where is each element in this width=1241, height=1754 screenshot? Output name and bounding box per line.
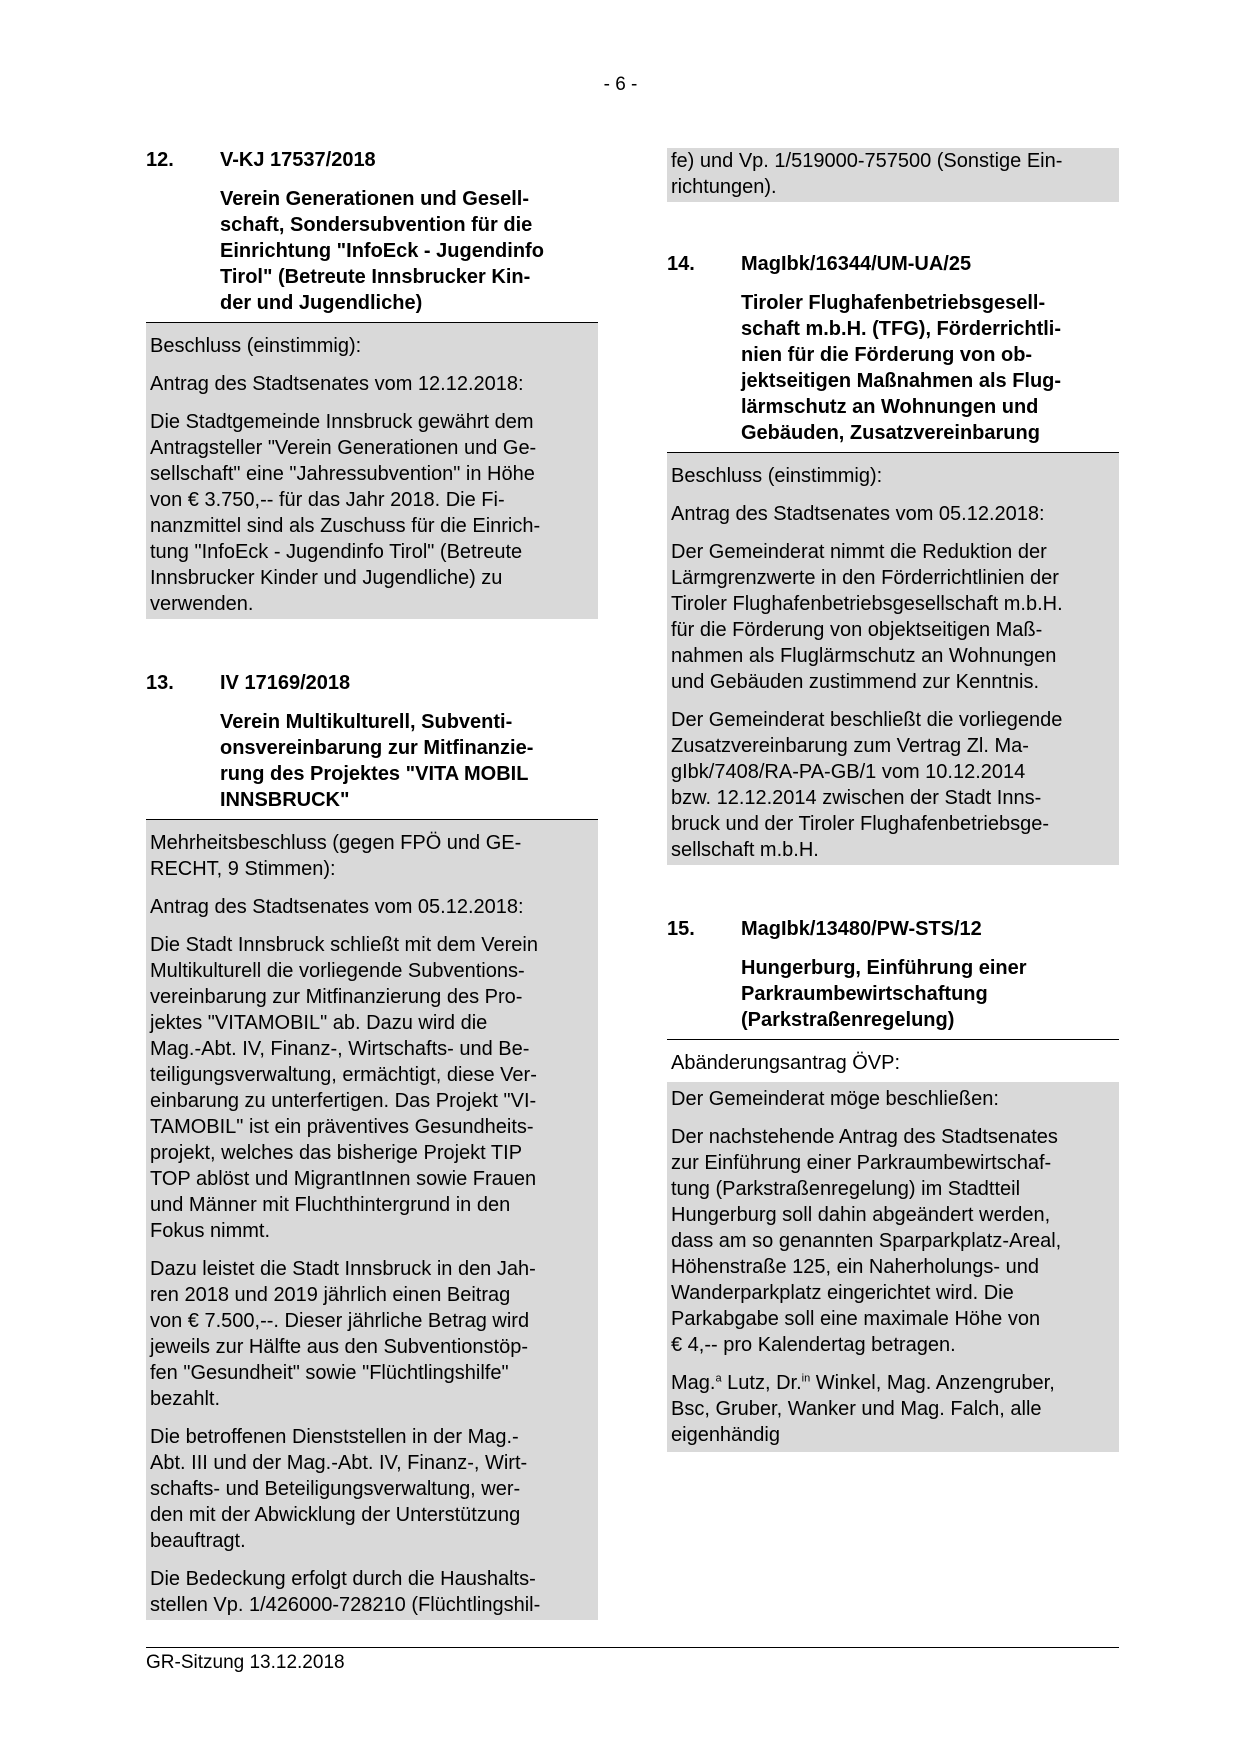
text-line: Die Bedeckung erfolgt durch die Haushalts- <box>150 1568 536 1590</box>
title-line: Einrichtung "InfoEck - Jugendinfo <box>220 240 544 262</box>
text-line: Antragsteller "Verein Generationen und Ge- <box>150 437 537 459</box>
text-line: bzw. 12.12.2014 zwischen der Stadt Inns- <box>671 787 1042 809</box>
text-line: Der nachstehende Antrag des Stadtsenates <box>671 1126 1058 1148</box>
right-column <box>667 148 1119 1452</box>
title-line: Parkraumbewirtschaftung <box>741 983 988 1005</box>
item-number: 14. <box>667 253 695 275</box>
amendment-block <box>667 1082 1119 1452</box>
agenda-item-15 <box>667 917 1119 1452</box>
amendment-text: Abänderungsantrag ÖVP: <box>671 1052 901 1074</box>
item-title <box>220 709 598 813</box>
left-column <box>146 148 598 1620</box>
item-number: 12. <box>146 149 174 171</box>
text-line: bruck und der Tiroler Flughafenbetriebsge- <box>671 813 1049 835</box>
text-line: Hungerburg soll dahin abgeändert werden, <box>671 1204 1051 1226</box>
item-title <box>741 290 1119 446</box>
item-code: V-KJ 17537/2018 <box>220 149 376 171</box>
text-line: ren 2018 und 2019 jährlich einen Beitrag <box>150 1284 511 1306</box>
motion-text: Antrag des Stadtsenates vom 12.12.2018: <box>150 373 524 395</box>
text-line: € 4,-- pro Kalendertag betragen. <box>671 1334 956 1356</box>
sig-text: Mag. <box>671 1372 716 1394</box>
body-paragraph <box>671 539 1115 695</box>
text-line: Lärmgrenzwerte in den Förderrichtlinien der <box>671 567 1059 589</box>
title-line: Gebäuden, Zusatzvereinbarung <box>741 422 1040 444</box>
title-line: onsvereinbarung zur Mitfinanzie- <box>220 737 534 759</box>
item-code: MagIbk/16344/UM-UA/25 <box>741 253 972 275</box>
agenda-item-12 <box>146 148 598 619</box>
text-line: von € 3.750,-- für das Jahr 2018. Die Fi- <box>150 489 505 511</box>
resolve-text: Der Gemeinderat möge beschließen: <box>671 1088 999 1110</box>
text-line: Mehrheitsbeschluss (gegen FPÖ und GE- <box>150 832 522 854</box>
signatures <box>671 1370 1115 1448</box>
text-line: vereinbarung zur Mitfinanzierung des Pro- <box>150 986 523 1008</box>
text-line: bezahlt. <box>150 1388 221 1410</box>
superscript: a <box>715 1372 722 1385</box>
body-paragraph <box>150 1566 594 1618</box>
text-line: RECHT, 9 Stimmen): <box>150 858 336 880</box>
title-line: schaft, Sondersubvention für die <box>220 214 533 236</box>
text-line: Dazu leistet die Stadt Innsbruck in den Jah- <box>150 1258 536 1280</box>
text-line: Abt. III und der Mag.-Abt. IV, Finanz-, Wirt- <box>150 1452 528 1474</box>
body-paragraph <box>150 409 594 617</box>
text-line: Multikulturell die vorliegende Subventions- <box>150 960 525 982</box>
text-line: Bsc, Gruber, Wanker und Mag. Falch, alle <box>671 1398 1042 1420</box>
footer-text: GR-Sitzung 13.12.2018 <box>146 1652 345 1673</box>
title-line: schaft m.b.H. (TFG), Förderrichtli- <box>741 318 1062 340</box>
title-line: (Parkstraßenregelung) <box>741 1009 955 1031</box>
text-line: Der Gemeinderat nimmt die Reduktion der <box>671 541 1047 563</box>
resolution-block <box>667 453 1119 865</box>
text-line: schafts- und Beteiligungsverwaltung, wer- <box>150 1478 521 1500</box>
text-line: tung (Parkstraßenregelung) im Stadtteil <box>671 1178 1021 1200</box>
title-line: lärmschutz an Wohnungen und <box>741 396 1039 418</box>
text-line: und Männer mit Fluchthintergrund in den <box>150 1194 511 1216</box>
text-line: nanzmittel sind als Zuschuss für die Einrich- <box>150 515 541 537</box>
text-line: TOP ablöst und MigrantInnen sowie Frauen <box>150 1168 537 1190</box>
text-line: Tiroler Flughafenbetriebsgesellschaft m.b.H. <box>671 593 1063 615</box>
text-line: Fokus nimmt. <box>150 1220 271 1242</box>
body-paragraph <box>150 932 594 1244</box>
text-line: tung "InfoEck - Jugendinfo Tirol" (Betreute <box>150 541 523 563</box>
item-title <box>741 955 1119 1033</box>
text-line: eigenhändig <box>671 1424 780 1446</box>
text-line: Die betroffenen Dienststellen in der Mag.- <box>150 1426 519 1448</box>
agenda-item-13 <box>146 671 598 1620</box>
title-line: INNSBRUCK" <box>220 789 350 811</box>
item-header <box>667 917 1119 941</box>
text-line: Die Stadt Innsbruck schließt mit dem Verein <box>150 934 538 956</box>
title-line: nien für die Förderung von ob- <box>741 344 1033 366</box>
body-paragraph <box>150 1256 594 1412</box>
motion-text: Antrag des Stadtsenates vom 05.12.2018: <box>671 503 1045 525</box>
item-title <box>220 186 598 316</box>
text-line: teiligungsverwaltung, ermächtigt, diese Ver- <box>150 1064 537 1086</box>
text-line: stellen Vp. 1/426000-728210 (Flüchtlingshil- <box>150 1594 541 1616</box>
text-line: gIbk/7408/RA-PA-GB/1 vom 10.12.2014 <box>671 761 1026 783</box>
text-line: Höhenstraße 125, ein Naherholungs- und <box>671 1256 1040 1278</box>
text-line: beauftragt. <box>150 1530 246 1552</box>
text-line <box>671 1370 1115 1396</box>
body-paragraph <box>671 1124 1115 1358</box>
text-line: den mit der Abwicklung der Unterstützung <box>150 1504 521 1526</box>
text-line: Innsbrucker Kinder und Jugendliche) zu <box>150 567 503 589</box>
text-line: jektes "VITAMOBIL" ab. Dazu wird die <box>150 1012 488 1034</box>
text-line: sellschaft" eine "Jahressubvention" in Höhe <box>150 463 535 485</box>
agenda-item-14 <box>667 252 1119 865</box>
text-line: Parkabgabe soll eine maximale Höhe von <box>671 1308 1041 1330</box>
resolution-block <box>146 820 598 1620</box>
item-header <box>667 252 1119 276</box>
text-line: verwenden. <box>150 593 254 615</box>
title-line: Verein Multikulturell, Subventi- <box>220 711 513 733</box>
text-line: jeweils zur Hälfte aus den Subventionstöp- <box>150 1336 528 1358</box>
sig-text: Winkel, Mag. Anzengruber, <box>810 1372 1055 1394</box>
superscript: in <box>801 1372 811 1385</box>
text-line: richtungen). <box>671 176 777 198</box>
text-line: Zusatzvereinbarung zum Vertrag Zl. Ma- <box>671 735 1029 757</box>
page-number: - 6 - <box>603 74 638 95</box>
text-line: Wanderparkplatz eingerichtet wird. Die <box>671 1282 1014 1304</box>
item-number: 13. <box>146 672 174 694</box>
item-number: 15. <box>667 918 695 940</box>
decision-text <box>150 830 594 882</box>
text-line: fen "Gesundheit" sowie "Flüchtlingshilfe" <box>150 1362 509 1384</box>
title-line: jektseitigen Maßnahmen als Flug- <box>741 370 1062 392</box>
text-line: Die Stadtgemeinde Innsbruck gewährt dem <box>150 411 534 433</box>
sig-text: Lutz, Dr. <box>721 1372 802 1394</box>
body-paragraph <box>671 707 1115 863</box>
footer-divider <box>146 1647 1119 1648</box>
text-line: dass am so genannten Sparparkplatz-Areal, <box>671 1230 1062 1252</box>
text-line: zur Einführung einer Parkraumbewirtschaf- <box>671 1152 1052 1174</box>
text-line: Mag.-Abt. IV, Finanz-, Wirtschafts- und Be- <box>150 1038 530 1060</box>
motion-text: Antrag des Stadtsenates vom 05.12.2018: <box>150 896 524 918</box>
resolution-block <box>146 323 598 619</box>
text-line: projekt, welches das bisherige Projekt TIP <box>150 1142 523 1164</box>
text-line: Der Gemeinderat beschließt die vorliegende <box>671 709 1063 731</box>
text-line: sellschaft m.b.H. <box>671 839 819 861</box>
title-line: der und Jugendliche) <box>220 292 423 314</box>
continuation-block <box>667 148 1119 202</box>
body-paragraph <box>150 1424 594 1554</box>
title-line: Tirol" (Betreute Innsbrucker Kin- <box>220 266 531 288</box>
title-line: Tiroler Flughafenbetriebsgesell- <box>741 292 1046 314</box>
text-line: und Gebäuden zustimmend zur Kenntnis. <box>671 671 1039 693</box>
text-line: TAMOBIL" ist ein präventives Gesundheits- <box>150 1116 534 1138</box>
text-line: von € 7.500,--. Dieser jährliche Betrag wird <box>150 1310 530 1332</box>
title-line: Hungerburg, Einführung einer <box>741 957 1027 979</box>
item-code: MagIbk/13480/PW-STS/12 <box>741 918 982 940</box>
item-header <box>146 671 598 695</box>
item-code: IV 17169/2018 <box>220 672 351 694</box>
title-line: Verein Generationen und Gesell- <box>220 188 529 210</box>
text-line: nahmen als Fluglärmschutz an Wohnungen <box>671 645 1057 667</box>
title-line: rung des Projektes "VITA MOBIL <box>220 763 529 785</box>
text-line: einbarung zu unterfertigen. Das Projekt "VI- <box>150 1090 537 1112</box>
item-header <box>146 148 598 172</box>
decision-text: Beschluss (einstimmig): <box>150 335 362 357</box>
text-line: für die Förderung von objektseitigen Maß- <box>671 619 1043 641</box>
decision-text: Beschluss (einstimmig): <box>671 465 883 487</box>
text-line: fe) und Vp. 1/519000-757500 (Sonstige Ein- <box>671 150 1063 172</box>
